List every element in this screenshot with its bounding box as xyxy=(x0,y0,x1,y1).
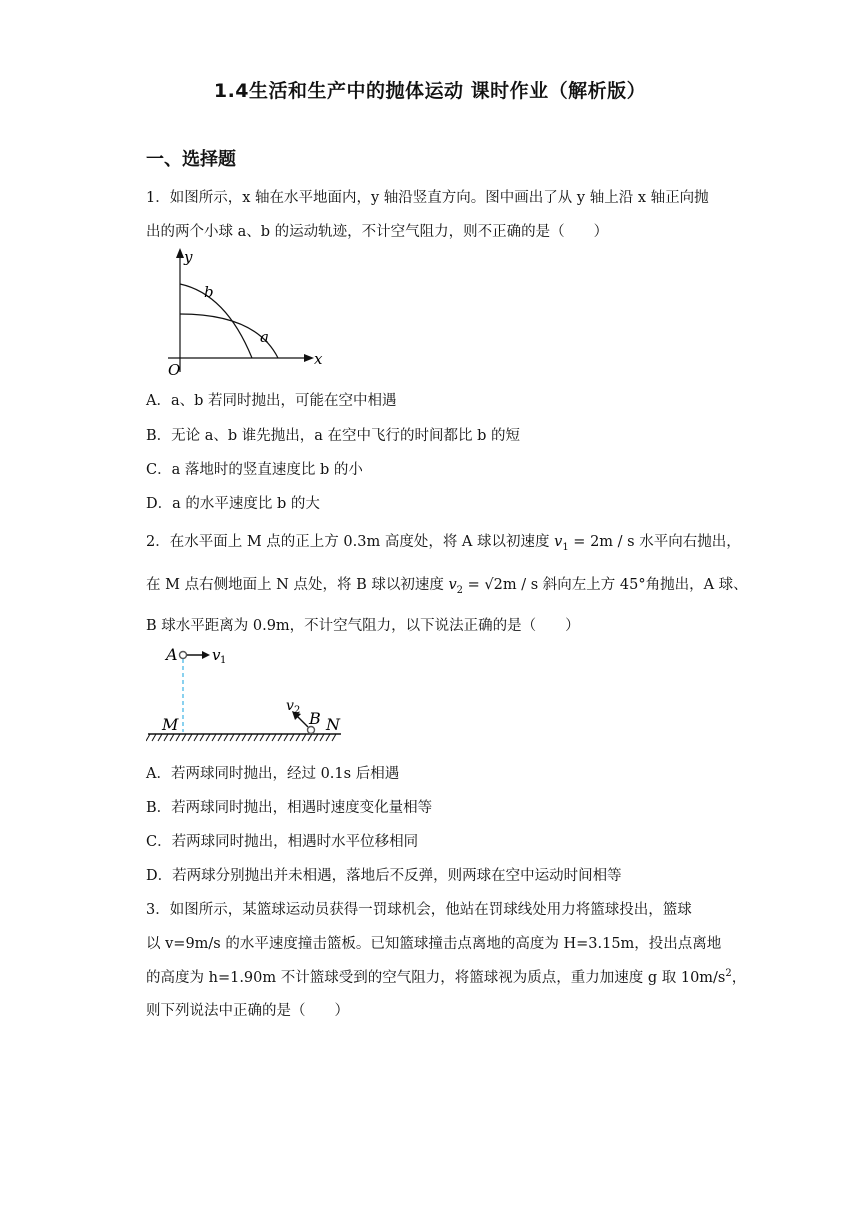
q2-fig-b-label: B xyxy=(309,709,321,728)
q2-option-c: C．若两球同时抛出，相遇时水平位移相同 xyxy=(146,834,419,850)
q1-fig-a-label: a xyxy=(260,328,269,346)
q1-option-c: C．a 落地时的竖直速度比 b 的小 xyxy=(146,462,363,478)
q2-fig-v1-label: v xyxy=(212,646,221,664)
q1-fig-b-label: b xyxy=(204,283,214,301)
q3-line-3-text-a: 的高度为 h=1.90m 不计篮球受到的空气阻力，将篮球视为质点，重力加速度 g 取 10m/s xyxy=(146,970,726,986)
q2-v2-subscript: 2 xyxy=(456,584,464,596)
q2-fig-n-label: N xyxy=(326,715,340,734)
q2-line-3: B 球水平距离为 0.9m，不计空气阻力，以下说法正确的是（ ） xyxy=(146,618,580,634)
q3-line-3-text-b: ， xyxy=(731,970,747,986)
q3-line-3 xyxy=(146,966,746,987)
q2-projectile-figure xyxy=(146,640,356,748)
q3-line-2: 以 v=9m/s 的水平速度撞击篮板。已知篮球撞击点离地的高度为 H=3.15m，投出点离地 xyxy=(146,936,722,952)
q2-v1-symbol: v xyxy=(554,534,563,550)
q1-fig-x-label: x xyxy=(314,350,323,368)
q1-line-1: 1．如图所示，x 轴在水平地面内，y 轴沿竖直方向。图中画出了从 y 轴上沿 x 轴正向抛 xyxy=(146,190,709,206)
q2-v2-symbol: v xyxy=(448,577,457,593)
q1-option-d: D．a 的水平速度比 b 的大 xyxy=(146,496,320,512)
q1-line-2: 出的两个小球 a、b 的运动轨迹，不计空气阻力，则不正确的是（ ） xyxy=(146,224,609,240)
q2-line-1 xyxy=(146,530,741,553)
q2-line-2-text-b: = √2m / s 斜向左上方 45°角抛出，A 球、 xyxy=(463,577,748,593)
q2-line-1-text-b: = 2m / s 水平向右抛出， xyxy=(568,534,741,550)
page-title: 1.4生活和生产中的抛体运动 课时作业（解析版） xyxy=(213,80,647,102)
q1-fig-origin-label: O xyxy=(168,361,181,378)
q3-line-3-superscript: 2 xyxy=(725,968,732,980)
q2-line-2 xyxy=(146,573,748,596)
q2-fig-v1-sub: 1 xyxy=(220,655,227,666)
q2-fig-v2-label: v xyxy=(286,698,294,714)
q2-line-2-text-a: 在 M 点右侧地面上 N 点处，将 B 球以初速度 xyxy=(146,577,449,593)
q2-fig-m-label: M xyxy=(162,715,179,734)
q2-line-1-text-a: 2．在水平面上 M 点的正上方 0.3m 高度处，将 A 球以初速度 xyxy=(146,534,555,550)
q1-option-a: A．a、b 若同时抛出，可能在空中相遇 xyxy=(146,393,397,409)
q1-fig-y-label: y xyxy=(184,248,193,266)
section-heading: 一、选择题 xyxy=(146,149,236,170)
q2-fig-a-label: A xyxy=(166,645,178,664)
q3-line-1: 3．如图所示，某篮球运动员获得一罚球机会，他站在罚球线处用力将篮球投出，篮球 xyxy=(146,902,692,918)
q2-option-d: D．若两球分别抛出并未相遇，落地后不反弹，则两球在空中运动时间相等 xyxy=(146,868,622,884)
q3-line-4: 则下列说法中正确的是（ ） xyxy=(146,1003,349,1019)
q2-v1-subscript: 1 xyxy=(562,541,569,553)
q1-trajectory-figure xyxy=(146,244,336,378)
q2-option-b: B．若两球同时抛出，相遇时速度变化量相等 xyxy=(146,800,433,816)
q2-fig-v2-sub: 2 xyxy=(294,705,301,716)
q1-option-b: B．无论 a、b 谁先抛出，a 在空中飞行的时间都比 b 的短 xyxy=(146,428,521,444)
q2-option-a: A．若两球同时抛出，经过 0.1s 后相遇 xyxy=(146,766,400,782)
